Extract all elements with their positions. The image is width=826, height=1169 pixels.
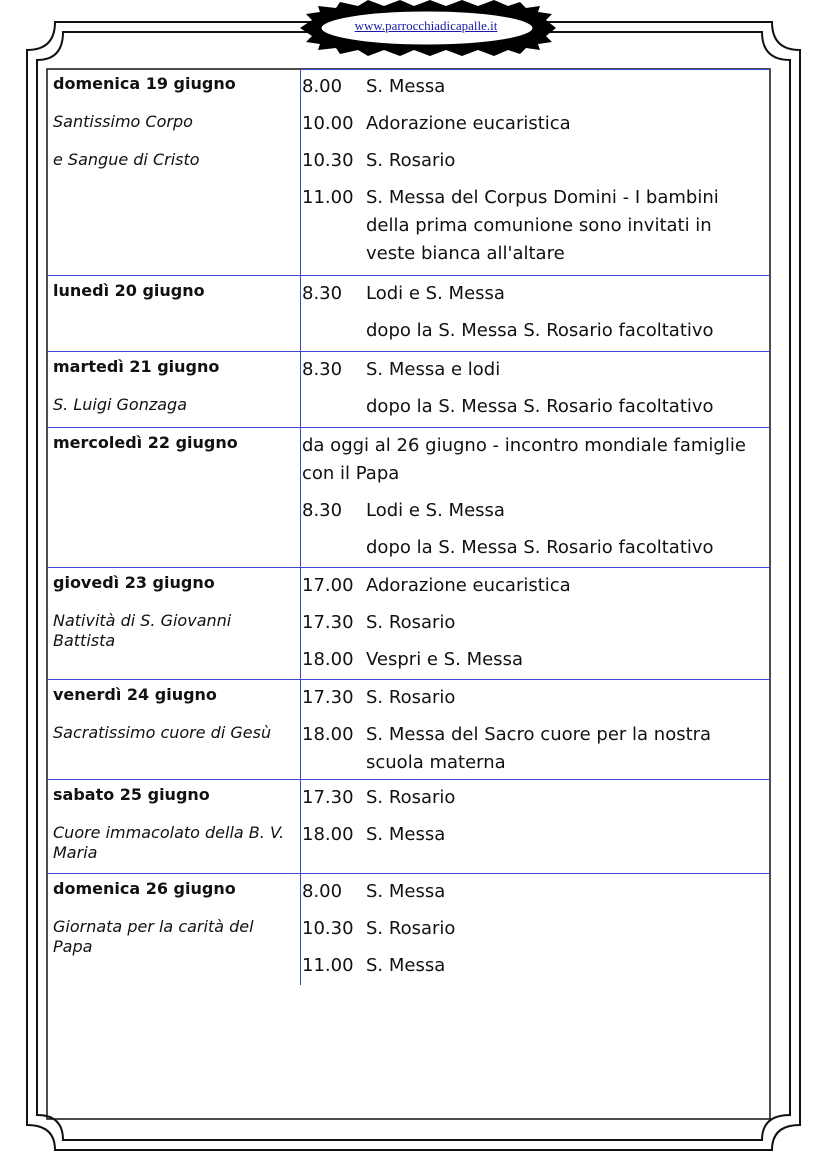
event-time: 8.30 [302,283,343,304]
day-row [47,352,770,428]
event-description: S. Messa [366,881,446,902]
event-time: 17.30 [302,787,354,808]
event-time: 10.30 [302,918,354,939]
event-description: S. Rosario [366,787,456,808]
event-time: 10.30 [302,150,354,171]
event-time: 8.30 [302,500,343,521]
day-feast: S. Luigi Gonzaga [53,395,188,414]
event-time [302,317,366,345]
event-description: dopo la S. Messa S. Rosario facoltativo [366,537,714,558]
event-item [302,721,770,777]
event-time: 11.00 [302,187,354,208]
day-events [302,428,770,562]
website-link[interactable]: www.parrocchiadicapalle.it [354,18,498,33]
event-item [302,356,770,384]
event-item [302,684,770,712]
day-date: giovedì 23 giugno [53,573,215,592]
day-row [47,680,770,780]
event-item [302,534,770,562]
event-description: Lodi e S. Messa [366,500,505,521]
day-feast-continued: e Sangue di Cristo [53,150,200,169]
event-item [302,110,770,138]
day-events [302,352,770,421]
event-description: S. Rosario [366,150,456,171]
day-info [53,780,298,863]
day-info [53,568,298,651]
day-date: domenica 19 giugno [53,74,236,93]
day-date: mercoledì 22 giugno [53,433,238,452]
event-item [302,73,770,101]
event-item [302,572,770,600]
event-item [302,821,770,849]
event-description: S. Messa [366,955,446,976]
event-item [302,184,770,268]
event-description: S. Rosario [366,612,456,633]
event-time: 18.00 [302,649,354,670]
event-description: Adorazione eucaristica [366,575,571,596]
day-events [302,680,770,777]
event-time: 17.00 [302,575,354,596]
day-feast: Sacratissimo cuore di Gesù [53,723,272,742]
day-row [47,568,770,680]
event-item [302,609,770,637]
event-description: Vespri e S. Messa [366,649,523,670]
day-events [302,69,770,268]
day-row [47,69,770,276]
day-info [53,680,298,743]
day-row [47,780,770,874]
event-description: Adorazione eucaristica [366,113,571,134]
event-time: 17.30 [302,612,354,633]
day-feast: Natività di S. Giovanni Battista [53,611,232,650]
event-description: S. Messa del Corpus Domini - I bambini della prima comunione sono invitati in veste bianca all'altare [366,187,719,264]
day-feast: Santissimo Corpo [53,112,193,131]
event-description: S. Messa [366,76,446,97]
day-info [53,276,298,301]
event-description: dopo la S. Messa S. Rosario facoltativo [366,320,714,341]
event-time: 10.00 [302,113,354,134]
event-description: dopo la S. Messa S. Rosario facoltativo [366,396,714,417]
event-item [302,497,770,525]
day-row [47,428,770,568]
event-item [302,784,770,812]
day-events [302,276,770,345]
day-date: venerdì 24 giugno [53,685,217,704]
event-description: S. Rosario [366,918,456,939]
day-feast: Giornata per la carità del Papa [53,917,254,956]
day-info [53,352,298,415]
event-item [302,915,770,943]
day-events [302,874,770,980]
day-info [53,69,298,170]
event-time: 11.00 [302,955,354,976]
event-description: S. Messa [366,824,446,845]
event-time: 18.00 [302,824,354,845]
day-info [53,874,298,957]
day-date: domenica 26 giugno [53,879,236,898]
day-row [47,874,770,983]
event-time: 8.00 [302,881,343,902]
event-description: S. Messa e lodi [366,359,501,380]
event-time: 18.00 [302,724,354,745]
day-date: lunedì 20 giugno [53,281,205,300]
event-time [302,393,366,421]
event-description: Lodi e S. Messa [366,283,505,304]
day-feast: Cuore immacolato della B. V. Maria [53,823,285,862]
day-note: da oggi al 26 giugno - incontro mondiale famiglie con il Papa [302,435,746,484]
event-item [302,280,770,308]
day-info [53,428,298,453]
day-date: martedì 21 giugno [53,357,220,376]
event-time [302,534,366,562]
event-item [302,878,770,906]
event-description: S. Messa del Sacro cuore per la nostra scuola materna [366,724,712,773]
event-item [302,952,770,980]
day-events [302,780,770,849]
event-time: 8.30 [302,359,343,380]
day-events [302,568,770,674]
event-item [302,393,770,421]
event-time: 17.30 [302,687,354,708]
event-item [302,147,770,175]
day-row [47,276,770,352]
event-description: S. Rosario [366,687,456,708]
day-date: sabato 25 giugno [53,785,210,804]
schedule-table [47,69,770,983]
event-item [302,317,770,345]
event-time: 8.00 [302,76,343,97]
event-item [302,646,770,674]
